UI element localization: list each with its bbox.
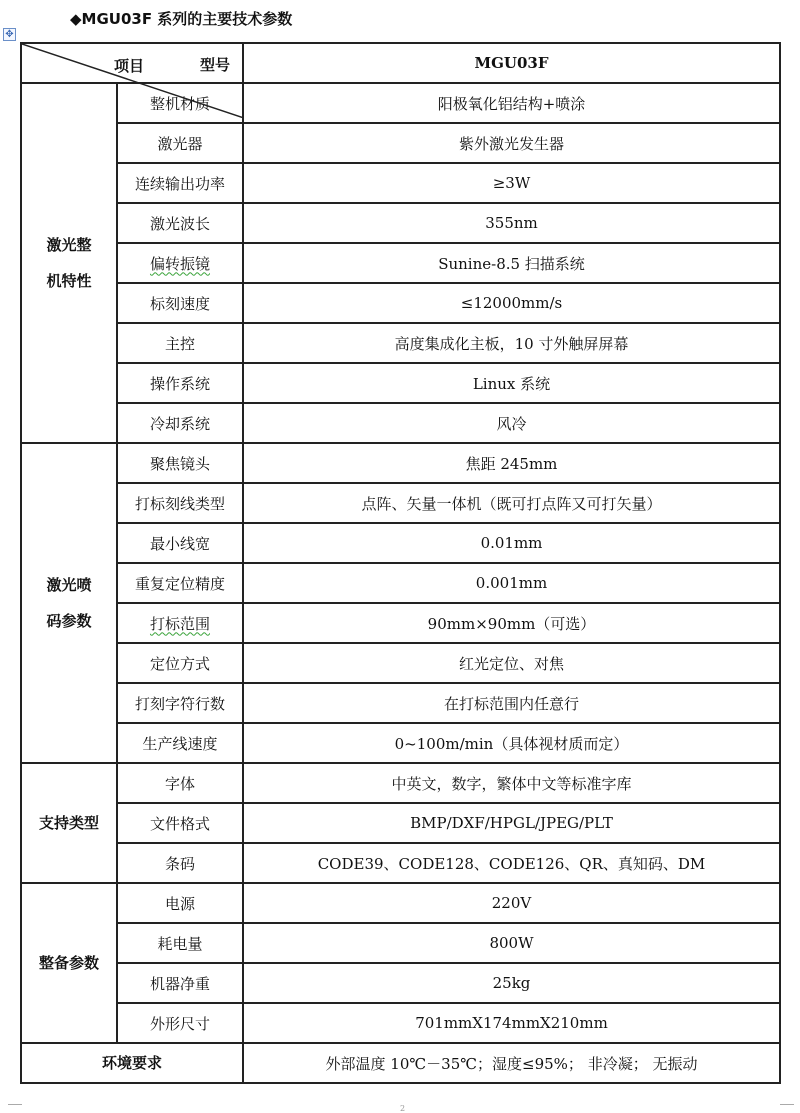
- value-cell: ≤12000mm/s: [243, 283, 780, 323]
- table-row: [21, 843, 780, 883]
- table-row: [21, 803, 780, 843]
- header-model-label: 型号: [199, 56, 230, 74]
- item-label: 文件格式: [149, 814, 210, 833]
- value-cell: 0.001mm: [243, 563, 780, 603]
- table-row: [21, 403, 780, 443]
- item-cell: [117, 883, 243, 923]
- item-cell: [117, 603, 243, 643]
- item-cell: [117, 363, 243, 403]
- item-cell: [117, 403, 243, 443]
- table-row: [21, 203, 780, 243]
- table-row: [21, 963, 780, 1003]
- value-cell: 紫外激光发生器: [243, 123, 780, 163]
- table-row: [21, 323, 780, 363]
- model-value: MGU03F: [243, 43, 780, 83]
- item-cell: [117, 203, 243, 243]
- table-row: [21, 723, 780, 763]
- value-cell: 800W: [243, 923, 780, 963]
- item-cell: [117, 243, 243, 283]
- table-row: [21, 923, 780, 963]
- table-row: [21, 283, 780, 323]
- page-number: 2: [400, 1104, 406, 1113]
- table-row: [21, 603, 780, 643]
- item-cell: [117, 1003, 243, 1043]
- value-cell: ≥3W: [243, 163, 780, 203]
- value-cell: 风冷: [243, 403, 780, 443]
- item-label: 字体: [164, 774, 195, 793]
- item-cell: [117, 443, 243, 483]
- item-cell: [117, 123, 243, 163]
- page-corner-mark-left: [8, 1104, 22, 1105]
- header-item-label: 项目: [114, 57, 145, 75]
- item-cell: [117, 923, 243, 963]
- table-row: [21, 163, 780, 203]
- item-cell: [117, 483, 243, 523]
- page-corner-mark-right: [780, 1104, 794, 1105]
- table-row: [21, 1003, 780, 1043]
- environment-row: [21, 1043, 780, 1083]
- value-cell: 220V: [243, 883, 780, 923]
- item-cell: [117, 283, 243, 323]
- value-cell: 阳极氧化铝结构+喷涂: [243, 83, 780, 123]
- value-cell: 点阵、矢量一体机（既可打点阵又可打矢量）: [243, 483, 780, 523]
- item-cell: [117, 643, 243, 683]
- category-cell: 激光喷 码参数: [21, 443, 117, 763]
- item-cell: [117, 763, 243, 803]
- value-cell: BMP/DXF/HPGL/JPEG/PLT: [243, 803, 780, 843]
- category-cell: 整备参数: [21, 883, 117, 1043]
- table-row: [21, 483, 780, 523]
- item-label: 耗电量: [157, 934, 203, 953]
- value-cell: 高度集成化主板，10 寸外触屏屏幕: [243, 323, 780, 363]
- item-label: 主控: [164, 334, 195, 353]
- value-cell: 红光定位、对焦: [243, 643, 780, 683]
- table-row: [21, 243, 780, 283]
- item-label: 定位方式: [149, 654, 210, 673]
- value-cell: CODE39、CODE128、CODE126、QR、真知码、DM: [243, 843, 780, 883]
- item-label: 整机材质: [149, 94, 210, 113]
- item-label: 激光波长: [149, 214, 210, 233]
- item-cell: [117, 683, 243, 723]
- item-cell: [117, 563, 243, 603]
- value-cell: Linux 系统: [243, 363, 780, 403]
- item-label: 偏转振镜: [149, 254, 210, 273]
- item-label: 打标范围: [149, 614, 210, 633]
- item-label: 最小线宽: [149, 534, 210, 553]
- item-label: 条码: [164, 854, 195, 873]
- table-row: [21, 363, 780, 403]
- value-cell: 25kg: [243, 963, 780, 1003]
- value-cell: 0~100m/min（具体视材质而定）: [243, 723, 780, 763]
- item-label: 标刻速度: [149, 294, 210, 313]
- move-arrows-icon[interactable]: ✥: [3, 28, 16, 41]
- value-cell: 在打标范围内任意行: [243, 683, 780, 723]
- item-cell: [117, 723, 243, 763]
- item-label: 冷却系统: [149, 414, 210, 433]
- item-label: 电源: [164, 894, 195, 913]
- value-cell: 701mmX174mmX210mm: [243, 1003, 780, 1043]
- table-row: [21, 683, 780, 723]
- value-cell: 中英文，数字，繁体中文等标准字库: [243, 763, 780, 803]
- item-cell: [117, 523, 243, 563]
- item-cell: [117, 843, 243, 883]
- item-cell: [117, 803, 243, 843]
- value-cell: Sunine-8.5 扫描系统: [243, 243, 780, 283]
- item-label: 操作系统: [149, 374, 210, 393]
- item-label: 打刻字符行数: [134, 694, 225, 713]
- item-label: 外形尺寸: [149, 1014, 210, 1033]
- table-row: [21, 443, 780, 483]
- item-cell: [117, 963, 243, 1003]
- table-row: [21, 123, 780, 163]
- environment-value: 外部温度 10℃－35℃；湿度≤95%； 非冷凝； 无振动: [243, 1043, 780, 1083]
- category-cell: 支持类型: [21, 763, 117, 883]
- value-cell: 焦距 245mm: [243, 443, 780, 483]
- value-cell: 355nm: [243, 203, 780, 243]
- item-label: 打标刻线类型: [134, 494, 225, 513]
- document-title: ◆MGU03F 系列的主要技术参数: [70, 10, 293, 28]
- table-row: [21, 563, 780, 603]
- spec-table: [20, 42, 781, 1084]
- item-label: 激光器: [157, 134, 203, 153]
- environment-label: 环境要求: [21, 1043, 243, 1083]
- item-label: 机器净重: [149, 974, 210, 993]
- item-label: 重复定位精度: [134, 574, 225, 593]
- header-diagonal-cell: [21, 43, 243, 83]
- item-cell: [117, 163, 243, 203]
- category-cell: 激光整 机特性: [21, 83, 117, 443]
- table-row: [21, 523, 780, 563]
- table-row: [21, 643, 780, 683]
- item-label: 生产线速度: [142, 734, 218, 753]
- value-cell: 90mm×90mm（可选）: [243, 603, 780, 643]
- table-row: [21, 883, 780, 923]
- item-label: 连续输出功率: [134, 174, 225, 193]
- table-row: [21, 763, 780, 803]
- item-label: 聚焦镜头: [149, 454, 210, 473]
- item-cell: [117, 323, 243, 363]
- header-row: [21, 43, 780, 83]
- value-cell: 0.01mm: [243, 523, 780, 563]
